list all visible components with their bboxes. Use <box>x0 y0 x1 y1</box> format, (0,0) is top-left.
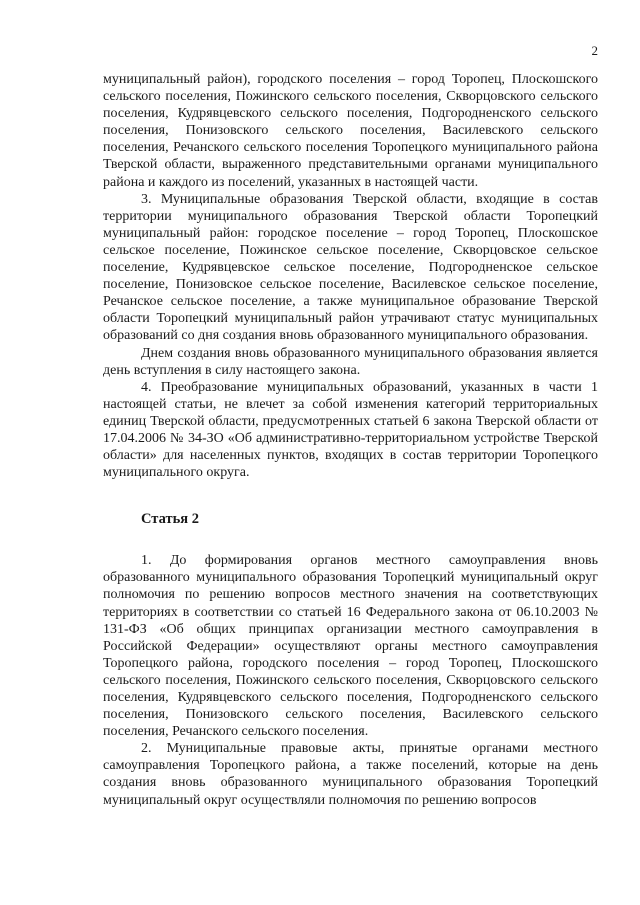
paragraph-part-4: 4. Преобразование муниципальных образований, указанных в части 1 настоящей статьи, не влечет за собой изменения категорий территориальных единиц Тверской области, предусмотренных статьей 6 закона Тверской области от 17.04.2006 № 34-ЗО «Об административно-территориальном устройстве Тверской области» для населенных пунктов, входящих в состав территории Торопецкого муниципального округа. <box>103 379 598 481</box>
document-body <box>103 71 598 809</box>
article-2-paragraph-1: 1. До формирования органов местного самоуправления вновь образованного муниципального образования Торопецкий муниципальный округ полномочия по решению вопросов местного значения на соответствующих территориях в соответствии со статьей 16 Федерального закона от 06.10.2003 № 131-ФЗ «Об общих принципах организации местного самоуправления в Российской Федерации» осуществляют органы местного самоуправления Торопецкого района, городского поселения – город Торопец, Плоскошского сельского поселения, Пожинского сельского поселения, Скворцовского сельского поселения, Кудрявцевского сельского поселения, Подгородненского сельского поселения, Понизовского сельского поселения, Василевского сельского поселения, Речанского сельского поселения. <box>103 553 598 740</box>
article-2-heading: Статья 2 <box>141 511 199 528</box>
article-2-paragraph-2: 2. Муниципальные правовые акты, принятые органами местного самоуправления Торопецкого района, а также поселений, которые на день создания вновь образованного муниципального образования Торопецкий муниципальный округ осуществляли полномочия по решению вопросов <box>103 741 598 808</box>
paragraph-part-3: 3. Муниципальные образования Тверской области, входящие в состав территории муниципального образования Тверской области Торопецкий муниципальный район: городское поселение – город Торопец, Плоскошское сельское поселение, Пожинское сельское поселение, Скворцовское сельское поселение, Кудрявцевское сельское поселение, Подгородненское сельское поселение, Понизовское сельское поселение, Василевское сельское поселение, Речанское сельское поселение, а также муниципальное образование Тверской области Торопецкий муниципальный район утрачивают статус муниципальных образований со дня создания вновь образованного муниципального образования. <box>103 191 598 344</box>
paragraph-creation-day: Днем создания вновь образованного муниципального образования является день вступления в силу настоящего закона. <box>103 345 598 378</box>
continuation-paragraph: муниципальный район), городского поселения – город Торопец, Плоскошского сельского поселения, Пожинского сельского поселения, Скворцовского сельского поселения, Кудрявцевского сельского поселения, Подгородненского сельского поселения, Понизовского сельского поселения, Василевского сельского поселения, Речанского сельского поселения Торопецкого муниципального района Тверской области, выраженного представительными органами муниципального района и каждого из поселений, указанных в настоящей части. <box>103 72 598 190</box>
page-number: 2 <box>591 43 598 58</box>
